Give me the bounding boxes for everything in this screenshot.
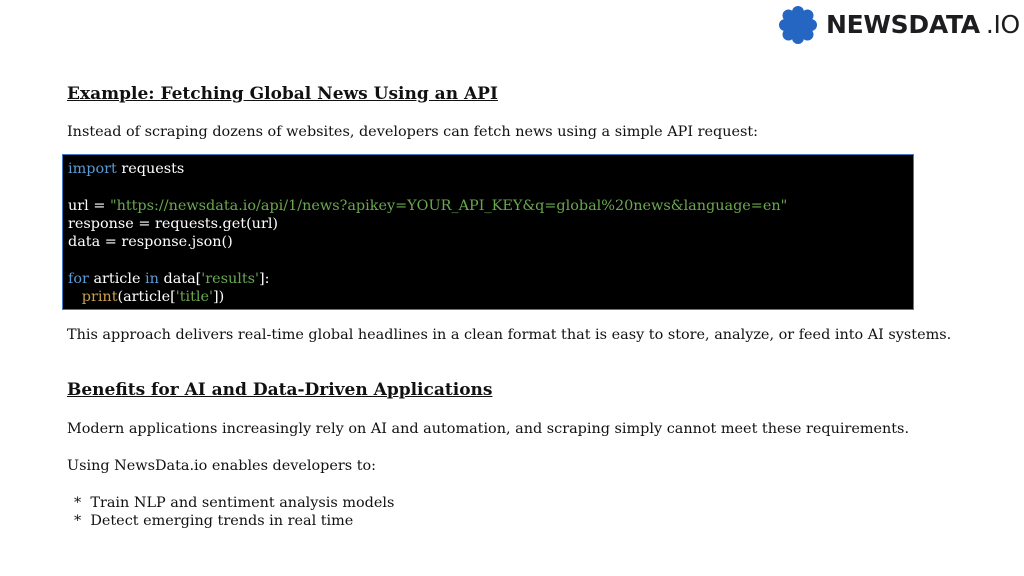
- code-string: "https://newsdata.io/api/1/news?apikey=YOUR_API_KEY&q=global%20news&language=en": [109, 197, 788, 214]
- logo-wordmark: [826, 5, 1020, 45]
- code-line-6: [68, 251, 913, 269]
- code-line-1: [68, 160, 913, 178]
- section-heading-example: Example: Fetching Global News Using an API: [67, 84, 498, 104]
- code-text: article: [88, 270, 146, 287]
- code-string: 'title': [175, 289, 213, 306]
- code-line-5: data = response.json(): [68, 234, 233, 251]
- logo-brand-bold: NEWSDATA: [826, 10, 980, 39]
- code-keyword: import: [68, 161, 117, 177]
- code-indent: [68, 289, 82, 305]
- newsdata-logo-icon: [778, 5, 818, 45]
- code-text: requests: [116, 161, 185, 177]
- code-function: print: [81, 289, 118, 306]
- code-line-7: [68, 270, 913, 288]
- list-item: * Train NLP and sentiment analysis models: [74, 495, 395, 511]
- code-string: 'results': [201, 270, 259, 287]
- code-text: data[: [158, 270, 202, 287]
- code-line-8: [68, 288, 913, 306]
- code-line-2: [68, 178, 913, 196]
- code-line-3: [68, 197, 913, 215]
- enables-paragraph: Using NewsData.io enables developers to:: [67, 458, 377, 474]
- outro-paragraph: This approach delivers real-time global headlines in a clean format that is easy to store, analyze, or feed into AI systems.: [67, 327, 952, 343]
- code-block: [62, 154, 914, 310]
- section-heading-benefits: Benefits for AI and Data-Driven Applications: [67, 380, 493, 400]
- intro-paragraph: Instead of scraping dozens of websites, developers can fetch news using a simple API request:: [67, 124, 758, 140]
- code-keyword: in: [145, 270, 159, 287]
- code-text: (article[: [117, 289, 176, 306]
- code-text: ]): [212, 289, 225, 306]
- list-item: * Detect emerging trends in real time: [74, 513, 354, 529]
- code-text: ]:: [259, 270, 270, 287]
- logo-brand-light: .IO: [985, 10, 1020, 39]
- code-line-4: response = requests.get(url): [68, 215, 279, 232]
- benefits-paragraph: Modern applications increasingly rely on AI and automation, and scraping simply cannot meet these requirements.: [67, 421, 910, 437]
- code-keyword: for: [68, 270, 89, 287]
- code-text: url =: [68, 197, 110, 214]
- newsdata-logo: [778, 5, 1018, 45]
